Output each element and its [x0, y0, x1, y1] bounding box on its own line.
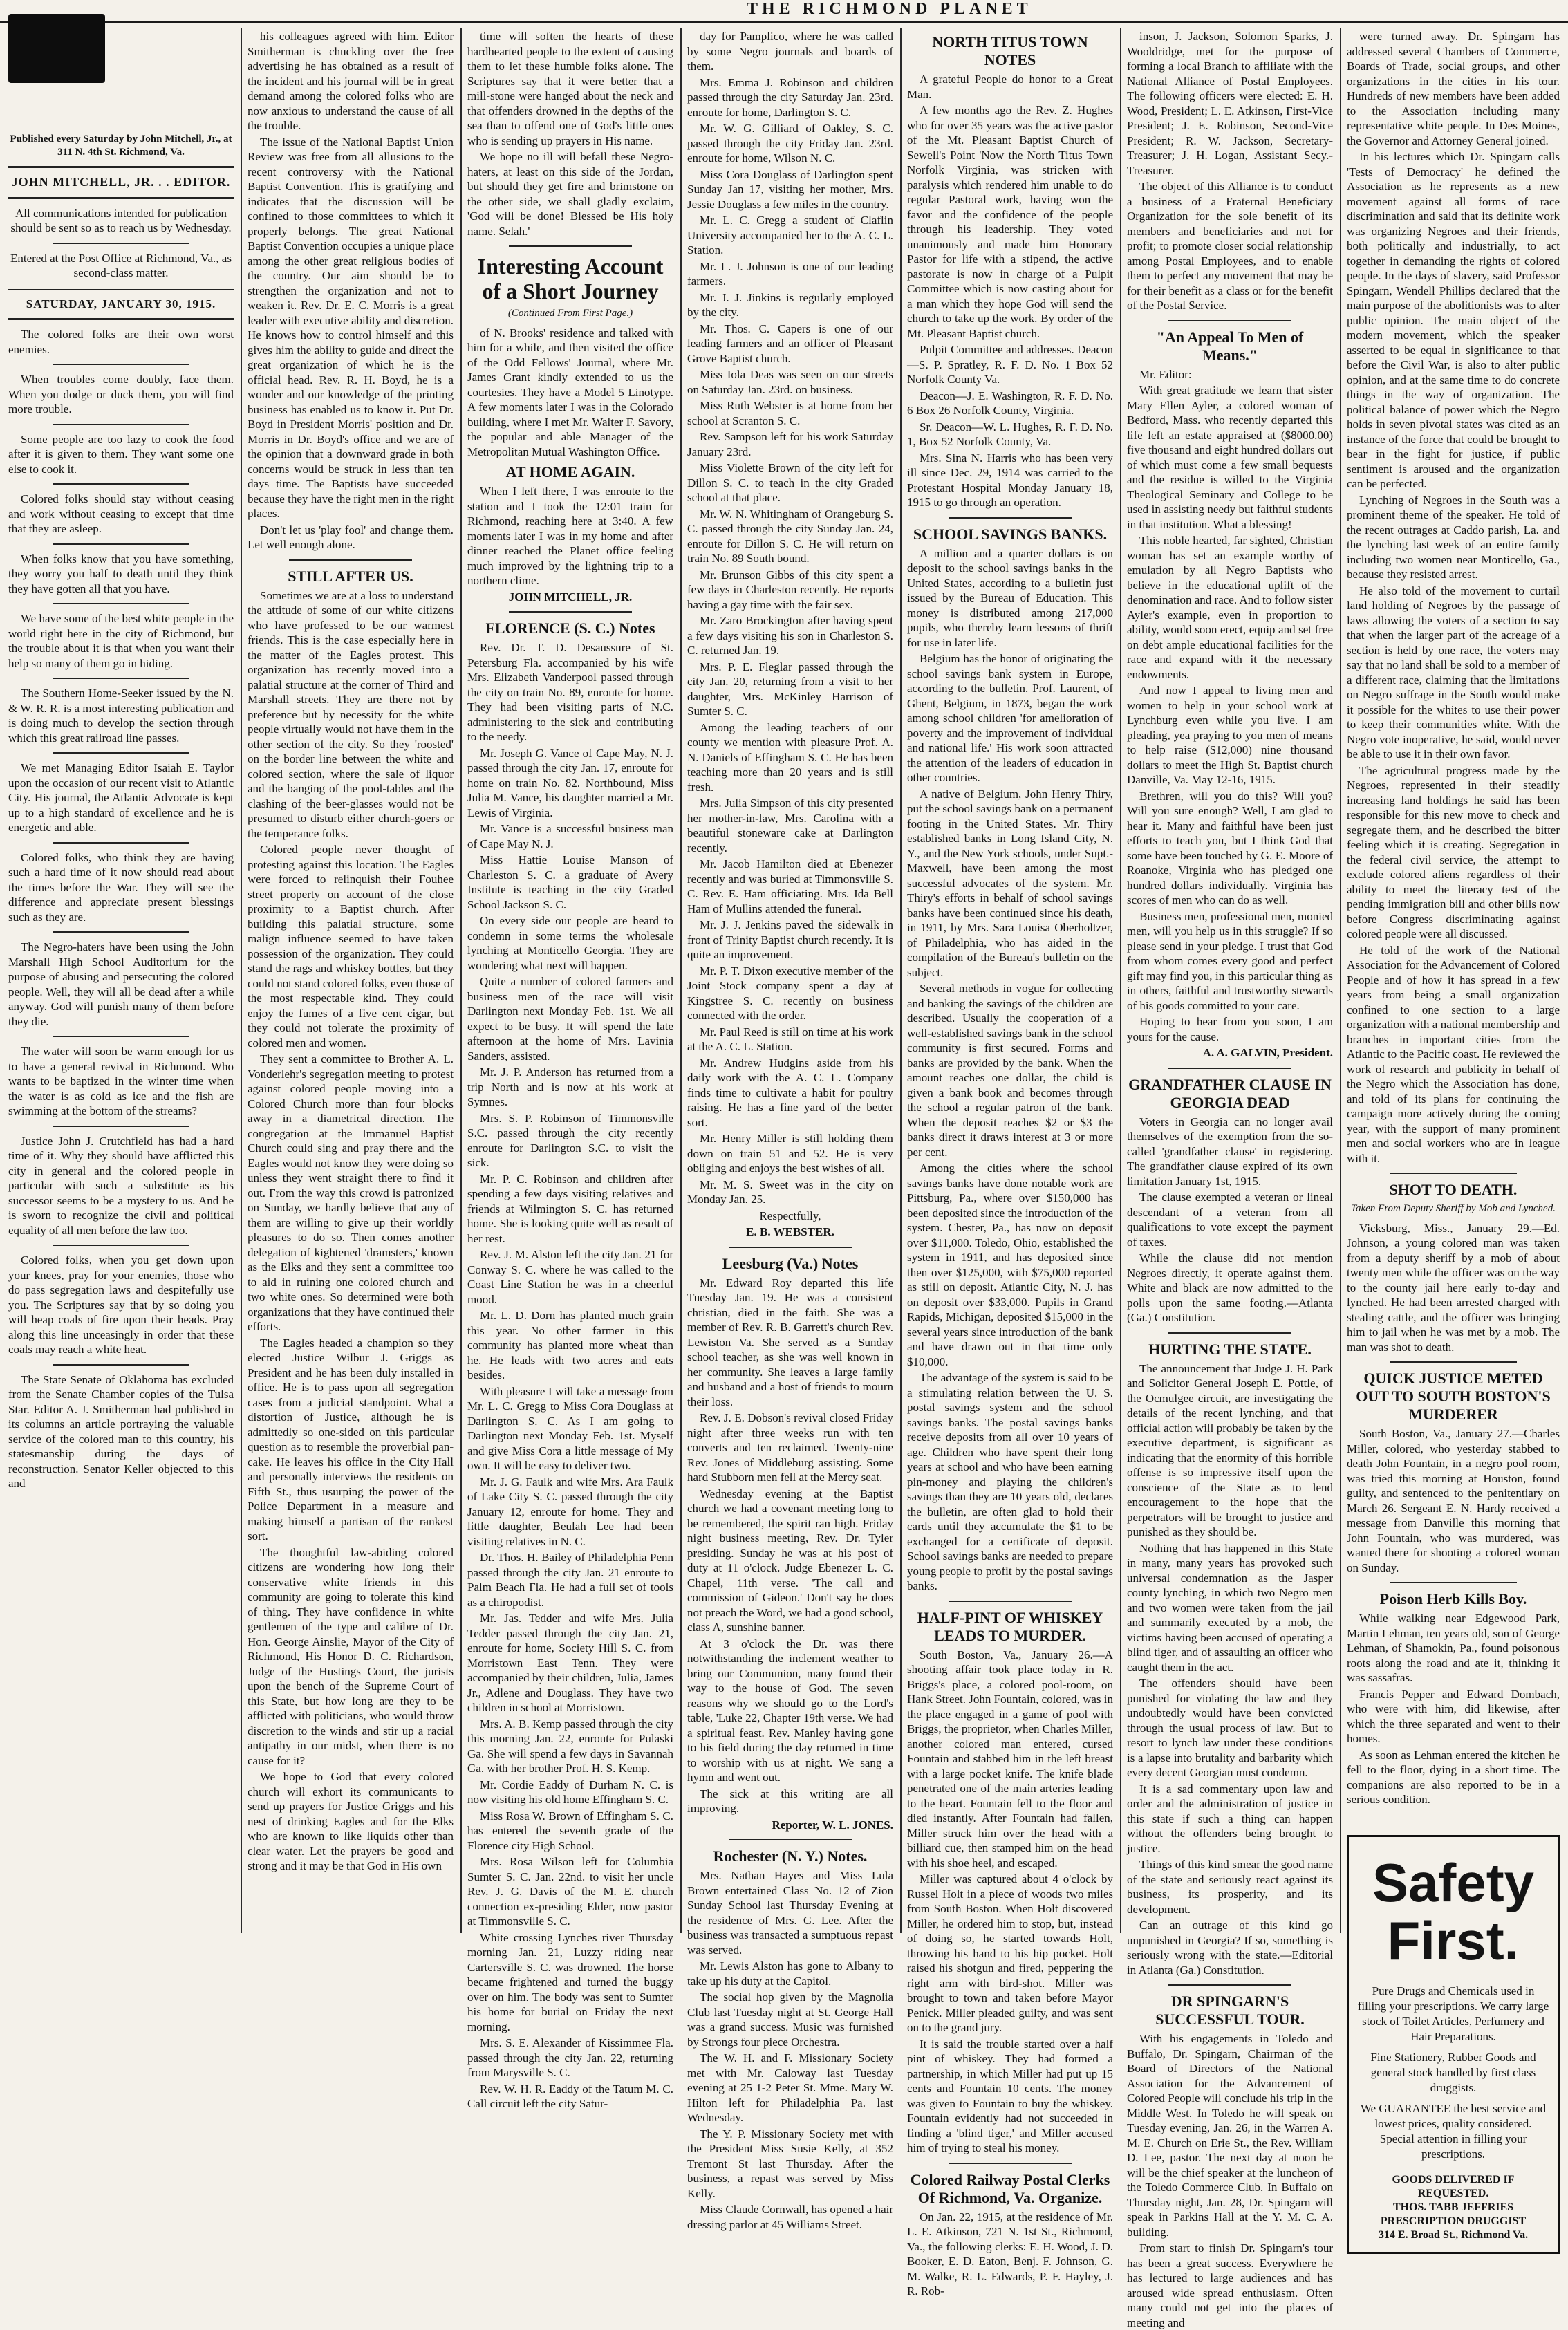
column-rule [1340, 28, 1341, 1933]
paragraph: Rev. J. M. Alston left the city Jan. 21 for Conway S. C. where he was called to the Coast Line Station he was in a cheerful mood. [467, 1248, 673, 1306]
paragraph: Francis Pepper and Edward Dombach, who were with him, did likewise, after which the three separated and went to their homes. [1347, 1687, 1560, 1745]
paragraph: A native of Belgium, John Henry Thiry, put the school savings bank on a permanent footing in the United States. Mr. Thiry established banks in Long Island City, N. Y., and the New York schools, under Supt.-Maxwell, have been among the most successful advocates of the system. Mr. Thiry's efforts in behalf of school savings banks have been continued since his death, in 1911, by Mrs. Sara Louisa Oberholtzer, of Philadelphia, who has aided in the compilation of the Bureau's bulletin on the subject. [907, 787, 1113, 979]
signature: JOHN MITCHELL, JR. [508, 590, 633, 604]
paragraph: He told of the work of the National Association for the Advancement of Colored People and of how it has spread in a few years from being a small organization confined to one section to a large organization with a national membership and branches in important cities from the Atlantic to the Pacific coast. He reviewed the work of research and publicity in behalf of the Negro which the Association has done, and told of its plans for continuing the campaign more actively during the coming year, with the support of many prominent men and social workers who are in league with it. [1347, 943, 1560, 1165]
article-body [687, 1276, 893, 1816]
paragraph: Lynching of Negroes in the South was a prominent theme of the speaker. He told of the recent outrages at Caddo parish, La. and the lynching last week of an entire family including two women near Monticello, Ga., because they resisted arrest. [1347, 493, 1560, 581]
column-rule [241, 28, 242, 1933]
paragraph: When troubles come doubly, face them. When you dodge or duck them, you will find more trouble. [8, 373, 234, 416]
column-4 [687, 29, 893, 2231]
paragraph: Some people are too lazy to cook the food after it is given to them. They want some one else to cook it. [8, 432, 234, 476]
paragraph: Mr. Thos. C. Capers is one of our leading farmers and an officer of Pleasant Grove Baptist church. [687, 321, 893, 365]
divider [53, 543, 189, 545]
divider [1390, 1361, 1518, 1363]
divider [1168, 1984, 1292, 1986]
paragraph: A grateful People do honor to a Great Man. [907, 73, 1113, 101]
paragraph: Mr. Andrew Hudgins aside from his daily work with the A. C. L. Company finds time to cultivate a habit for poultry raising. He has a fine yard of the better sort. [687, 1056, 893, 1129]
divider [53, 603, 189, 604]
paragraph: The colored folks are their own worst enemies. [8, 328, 234, 356]
article-heading: SCHOOL SAVINGS BANKS. [913, 525, 1108, 543]
divider [53, 842, 189, 844]
paragraph: of N. Brooks' residence and talked with him for a while, and then visited the office of the Odd Fellows' Journal, where Mr. James Grant kindly extended to us the courtesies. They have a Model 5 Linotype. A few moments later I was in the Colorado building, where I met Mr. Walter F. Savory, the popular and able Manager of the Metropolitan Mutual Washington Office. [467, 326, 673, 458]
article-body [1127, 29, 1333, 313]
paragraph: Miss Ruth Webster is at home from her school at Scranton S. C. [687, 399, 893, 427]
divider [53, 1036, 189, 1037]
paragraph: time will soften the hearts of these hardhearted people to the extent of causing them to let these humble folks alone. The Scriptures say that it were better that a mill-stone were hanged about the neck and that offenders drowned in the depths of the sea than to offend one of God's little ones who is sending up prayers in His name. [467, 30, 673, 147]
paragraph: Quite a number of colored farmers and business men of the race will visit Darlington next Monday Feb. 1st. We all expect to be busy. It will spend the late afternoon at the home of Mrs. Lavinia Sanders, assisted. [467, 975, 673, 1063]
column-2 [248, 29, 454, 1935]
paragraph: Miss Rosa W. Brown of Effingham S. C. has entered the seventh grade of the Florence city High School. [467, 1809, 673, 1852]
paragraph: With pleasure I will take a message from Mr. L. C. Gregg to Miss Cora Douglass at Darlington S. C. As I am going to Darlington next Monday Feb. 1st. Myself and give Miss Cora a little message of My own. It will be easy to deliver two. [467, 1384, 673, 1472]
paragraph: The issue of the National Baptist Union Review was free from all allusions to the recent controversy with the National Baptist Convention. This is gratifying and indicates that the discussion will be confined to those committees to which it properly belongs. The great National Baptist Convention occupies a unique place among the other great religious bodies of the country. Our aim should be to strengthen the organization and not to weaken it. Rev. Dr. E. C. Morris is a great leader with executive ability and discretion. He knows how to control himself and this gives him the ability to guide and direct the great organization of which he is the official head. Rev. R. H. Boyd, he is a wonder and our knowledge of the printing business has enabled us to know it. Put Dr. Boyd in President Morris' position and Dr. Morris in Dr. Boyd's office and we are of the opinion that a downward grade in both concerns would be struck in less than ten days time. The Baptists have succeeded because they have the right men in the right places. [248, 135, 454, 520]
article-subheading: Taken From Deputy Sheriff by Mob and Lynched. [1351, 1203, 1556, 1214]
paragraph: Mr. J. G. Faulk and wife Mrs. Ara Faulk of Lake City S. C. passed through the city January 12, enroute for home. They and little daughter, Beulah Lee had been visiting relatives in N. C. [467, 1475, 673, 1548]
divider [1168, 1068, 1292, 1069]
column-1 [8, 29, 234, 1935]
article-body [1347, 1611, 1560, 1807]
divider [53, 752, 189, 754]
paragraph: The clause exempted a veteran or lineal descendant of a veteran from all qualifications to vote except the payment of taxes. [1127, 1191, 1333, 1249]
signature: Respectfully, [759, 1209, 821, 1222]
paragraph: Sr. Deacon—W. L. Hughes, R. F. D. No. 1, Box 52 Norfolk County, Va. [907, 420, 1113, 448]
article-heading: Colored Railway Postal Clerks Of Richmond, Va. Organize. [910, 2170, 1110, 2206]
paragraph: inson, J. Jackson, Solomon Sparks, J. Wooldridge, met for the purpose of forming a local Branch to affiliate with the National Alliance of Postal Employees. The following officers were elected: E. H. Wood, President; L. E. Atkinson, First-Vice President; J. E. Robinson, Second-Vice President; R. W. Jackson, Secretary-Treasurer; J. H. Logan, Assistant Secy.-Treasurer. [1127, 30, 1333, 177]
paragraph: The Eagles headed a champion so they elected Justice Wilbur J. Griggs as President and he has been duly installed in office. He is to pass upon all segregation cases from a judicial standpoint. What a distortion of Justice, although he is admittedly so one-sided on this particular question as to resemble the proverbial pan-cake. He leaves his office in the City Hall and personally interviews the residents on Fifth St., thus usurping the power of the Police Department in a measure and making himself a partisan of the rankest sort. [248, 1336, 454, 1543]
masthead [0, 0, 1568, 23]
paragraph: were turned away. Dr. Spingarn has addressed several Chambers of Commerce, Boards of Trade, social groups, and other organizations in the cities in his tour. Hundreds of new members have been added to the Association including many representative white people. In Des Moines, the Governor and Attorney General joined. [1347, 30, 1560, 147]
ad-address: 314 E. Broad St., Richmond Va. [1378, 2228, 1529, 2241]
paragraph: Mr. Zaro Brockington after having spent a few days visiting his son in Charleston S. C. returned Jan. 19. [687, 614, 893, 657]
paragraph: Mr. W. N. Whitingham of Orangeburg S. C. passed through the city Sunday Jan. 24, enroute for Dillon S. C. He will return on train No. 89 South bound. [687, 507, 893, 565]
editor-line: JOHN MITCHELL, JR. . . EDITOR. [11, 175, 231, 189]
paragraph: The advantage of the system is said to be a stimulating relation between the U. S. postal savings system and the school savings banks. The postal savings banks receive deposits from all over 10 years of age. Children who have spent their long years at school and who have been earning pin-money and playing the children's savings than they are 10 years old, declares the bulletin, are often glad to hold their cards until they accumulate the $1 to be exchanged for a certificate of deposit. School savings banks are needed to prepare young people to profit by the postal savings banks. [907, 1371, 1113, 1592]
paragraph: Brethren, will you do this? Will you? Will you sure enough? Well, I am glad to hear it. Many and faithful have been just efforts to teach you, but I think God that some have been touched by G. E. Moore of Roanoke, Virginia who has pledged one hundred dollars individually. Virginia has scores of men who can do as well. [1127, 789, 1333, 906]
article-heading: HALF-PINT OF WHISKEY LEADS TO MURDER. [917, 1608, 1103, 1644]
paragraph: As soon as Lehman entered the kitchen he fell to the floor, dying in a short time. The companions are also reported to be in a serious condition. [1347, 1748, 1560, 1806]
paragraph: Mrs. S. E. Alexander of Kissimmee Fla. passed through the city Jan. 22, returning from Marysville S. C. [467, 2036, 673, 2079]
paragraph: In his lectures which Dr. Spingarn calls 'Tests of Democracy' he defined the Association as he represents as a new movement against all forms of race discrimination and said that its definite work was organizing Negroes and their friends, both politically and industrially, to act together in demanding the rights of colored people. In the days of slavery, said Professor Spingarn, Wendell Phillips declared that the main purpose of the abolitionists was to alter public opinion. The main object of the modern movement, which the speaker asserted to be equal in significance to that before the Civil War, is also to alter public opinion, and at the same time to do concrete things in the way of organization. The political balance of power which the Negro holds in seven pivotal states was cited as an instance of the force that could be brought to bear in the fight for justice, if public sentiment is aroused and the organization can be perfected. [1347, 150, 1560, 490]
divider [949, 517, 1072, 519]
column-3 [467, 29, 673, 2110]
divider [509, 245, 633, 247]
paragraph: Mrs. Nathan Hayes and Miss Lula Brown entertained Class No. 12 of Zion Sunday School last Thursday Evening at the residence of Mrs. G. Lee. After the business was transacted a sumptuous repast was served. [687, 1869, 893, 1957]
divider [289, 559, 413, 561]
paragraph: Colored folks, who think they are having such a hard time of it now should read about the times before the War. They will see the difference and appreciate present blessings such as they are. [8, 850, 234, 924]
article-body [687, 1868, 893, 2232]
paragraph: Miss Violette Brown of the city left for Dillon S. C. to teach in the city Graded school at that place. [687, 461, 893, 504]
paragraph: Can an outrage of this kind go unpunished in Georgia? If so, something is seriously wrong with the state.—Editorial in Atlanta (Ga.) Constitution. [1127, 1919, 1333, 1977]
divider [53, 1245, 189, 1246]
paragraph: Miss Claude Cornwall, has opened a hair dressing parlor at 45 Williams Street. [687, 2203, 893, 2231]
paragraph: Fine Stationery, Rubber Goods and general stock handled by first class druggists. [1370, 2050, 1536, 2094]
paragraph: Mrs. A. B. Kemp passed through the city this morning Jan. 22, enroute for Pulaski Ga. She will spend a few days in Savannah Ga. with her brother Prof. H. S. Kemp. [467, 1717, 673, 1775]
paragraph: The State Senate of Oklahoma has excluded from the Senate Chamber copies of the Tulsa Star. Editor A. J. Smitherman had published in its columns an article portraying the valuable service of the colored man to this country, his statesmanship during the days of reconstruction. Senator Keller objected to this and [8, 1372, 234, 1490]
article-body [1127, 367, 1333, 1045]
divider [53, 678, 189, 679]
paragraph: Mr. Paul Reed is still on time at his work at the A. C. L. Station. [687, 1025, 893, 1053]
divider [1168, 1332, 1292, 1334]
divider [53, 243, 189, 244]
ad-proprietor: THOS. TABB JEFFRIES [1392, 2201, 1514, 2213]
ad-title-line: First. [1387, 1910, 1520, 1971]
paragraph: Mrs. Julia Simpson of this city presented her mother-in-law, Mrs. Carolina with a beautiful stoneware cake at Darlington recently. [687, 796, 893, 855]
paragraph: When folks know that you have something, they worry you half to death until they think they have gotten all that you have. [8, 552, 234, 595]
signature: Reporter, W. L. JONES. [772, 1818, 893, 1832]
divider [53, 424, 189, 425]
paragraph: Don't let us 'play fool' and change them. Let well enough alone. [248, 523, 454, 551]
divider [509, 611, 633, 613]
paragraph: Among the cities where the school savings banks have done notable work are Pittsburg, Pa., where over $150,000 has been deposited since the introduction of the system. Chester, Pa., has now on deposit over $11,000. Toledo, Ohio, established the system in 1911, and has deposited since then over $125,000, with $75,000 reported as still on deposit. Atlantic City, N. J. has on deposit over $33,000. Pupils in Grand Rapids, Michigan, deposited $15,000 in the several years since introduction of the bank and have drawn out in that time only $10,000. [907, 1162, 1113, 1368]
paragraph: While walking near Edgewood Park, Martin Lehman, ten years old, son of George Lehman, of Shamokin, Pa., found poisonous roots along the road and ate it, thinking it was sassafras. [1347, 1612, 1560, 1684]
divider [1390, 1582, 1518, 1583]
article-heading: Rochester (N. Y.) Notes. [713, 1847, 868, 1865]
paragraph: Mr. Vance is a successful business man of Cape May N. J. [467, 822, 673, 850]
article-body [687, 29, 893, 1207]
paragraph: Mr. Brunson Gibbs of this city spent a few days in Charleston recently. He reports having a gay time with the fair sex. [687, 568, 893, 611]
paragraph: While the clause did not mention Negroes directly, it operate against them. White and black are now admitted to the polls upon the same footing.—Atlanta (Ga.) Constitution. [1127, 1251, 1333, 1324]
article-heading: STILL AFTER US. [288, 567, 413, 585]
article-body [1347, 1426, 1560, 1575]
editorial-paragraphs [248, 29, 454, 552]
paragraph: The object of this Alliance is to conduct a business of a Fraternal Beneficiary Organization for the sole benefit of its members and beneficiaries and not for profit; to promote closer social relationship among Postal Employees, and to enable them to perfect any movement that may be for their benefit as a class or for the benefit of the Postal Service. [1127, 180, 1333, 312]
paragraph: Mr. L. D. Dorn has planted much grain this year. No other farmer in this community has planted more wheat than he. He leads with two acres and eats besides. [467, 1309, 673, 1381]
paragraph: Sometimes we are at a loss to understand the attitude of some of our white citizens who have professed to be our warmest friends. This is the case especially here in the matter of the Eagles protest. This organization has recently moved into a palatial structure at the corner of Third and Marshall streets. They are there not by preference but by necessity for the white people virtually would not have them in the other section of the city. So they 'roosted' on the border line between the white and colored section, where the sale of liquor and the banging of the pool-tables and the clashing of the beer-glasses would not be presumed to disturb either church-goers or the temperance folks. [248, 588, 454, 840]
paragraph: The Negro-haters have been using the John Marshall High School Auditorium for the purpose of abusing and persecuting the colored people. Well, they will all be dead after a while anyway. God will punish many of them before they die. [8, 940, 234, 1028]
paragraph: With his engagements in Toledo and Buffalo, Dr. Spingarn, Chairman of the Board of Directors of the National Association for the Advancement of Colored People will conclude his trip in the Middle West. In Toledo he will speak on Tuesday evening, Jan. 26, in the Warren A. M. E. Church on Erie St., the Rev. William D. Lee, pastor. The next day at noon he will be the chief speaker at the luncheon of the Toledo Commerce Club. In Buffalo on Thursday night, Jan. 28, Dr. Spingarn will speak in Parkins Hall at the Y. M. C. A. building. [1127, 2032, 1333, 2239]
paragraph: Mr. Edward Roy departed this life Tuesday Jan. 19. He was a consistent christian, died in the faith. She was a member of Rev. R. B. Garrett's church Rev. Lewiston Va. She served as a Sunday school teacher, as she was well known in her community. She leaves a large family and husband and a host of friends to mourn their loss. [687, 1276, 893, 1408]
paragraph: A million and a quarter dollars is on deposit to the school savings banks in the United States, according to a bulletin just issued by the Bureau of Education. This money is distributed among 217,000 pupils, who thereby learn lessons of thrift for use in later life. [907, 546, 1113, 649]
ad-body [1357, 1984, 1549, 2162]
paragraph: Mrs. Rosa Wilson left for Columbia Sumter S. C. Jan. 22nd. to visit her uncle Rev. J. G. Davis of the M. E. church connection ex-presiding Elder, now pastor at Timmonsville S. C. [467, 1855, 673, 1928]
paragraph: Miss Cora Douglass of Darlington spent Sunday Jan 17, visiting her mother, Mrs. Jessie Douglass a few miles in the country. [687, 167, 893, 211]
article-heading: NORTH TITUS TOWN NOTES [932, 33, 1088, 68]
article-body [907, 72, 1113, 510]
article-body [467, 640, 673, 2112]
paragraph: Miss Hattie Louise Manson of Charleston S. C. a graduate of Avery Institute is teaching in the city Graded School Jackson S. C. [467, 853, 673, 911]
paragraph: The agricultural progress made by the Negroes, represented in their steadily increasing land holdings he said has been responsible for this new move to check and segregate them, and he described the bitter feeling which it is creating. Segregation in the federal civil service, the attempt to exclude colored aliens regardless of their ability to meet the literacy test of the pending immigration bill and other bills now before Congress discriminating against colored people were all discussed. [1347, 763, 1560, 940]
paragraph: White crossing Lynches river Thursday morning Jan. 21, Luzzy riding near Cartersville S. C. was drowned. The horse became frightened and turned the buggy over on him. The body was sent to Sumter his home for burial on Friday the next morning. [467, 1930, 673, 2033]
article-heading: Leesburg (Va.) Notes [722, 1254, 859, 1272]
editorial-paragraphs [8, 327, 234, 1491]
paragraph: South Boston, Va., January 27.—Charles Miller, colored, who yesterday stabbed to death John Fountain, in a negro pool room, was tried this morning at Houston, found guilty, and sentenced to the penitentiary on March 26. Sergeant E. N. Hardy received a message from Danville this morning that John Fountain, who was murdered, was wanted there for shooting a colored woman on Sunday. [1347, 1427, 1560, 1574]
divider [53, 364, 189, 365]
paragraph: Mr. P. T. Dixon executive member of the Joint Stock company spent a day at Kingstree S. C. recently on business connected with the order. [687, 964, 893, 1022]
article-heading: HURTING THE STATE. [1148, 1340, 1312, 1358]
article-body [1127, 1361, 1333, 1978]
article-heading: Poison Herb Kills Boy. [1379, 1590, 1527, 1607]
divider [1390, 1173, 1518, 1174]
paragraph: Mr. J. J. Jenkins paved the sidewalk in front of Trinity Baptist church recently. It is quite an improvement. [687, 918, 893, 961]
entry-notice: Entered at the Post Office at Richmond, Va., as second-class matter. [10, 251, 232, 279]
article-body [248, 588, 454, 1874]
divider [729, 1247, 852, 1248]
paragraph: We hope no ill will befall these Negro-haters, at least on this side of the Jordan, but should they get fire and brimstone on the other side, we shall gladly exclaim, 'God will be done! Blessed be His holy name. Selah.' [467, 150, 673, 238]
paragraph: Pure Drugs and Chemicals used in filling your prescriptions. We carry large stock of Toilet Articles, Perfumery and Hair Preparations. [1357, 1984, 1549, 2043]
divider [1168, 320, 1292, 321]
paragraph: Mrs. P. E. Fleglar passed through the city Jan. 20, returning from a visit to her daughter, Mrs. McKinley Harrison of Sumter S. C. [687, 660, 893, 718]
ad-title-line: Safety [1372, 1852, 1535, 1913]
communications-notice: All communications intended for publication should be sent so as to reach us by Wednesday. [10, 206, 232, 234]
divider [53, 1364, 189, 1366]
column-5 [907, 29, 1113, 2298]
paragraph: We have some of the best white people in the world right here in the city of Richmond, but the trouble about it is that when you want their help so many of them go in hiding. [8, 612, 234, 670]
signature: A. A. GALVIN, President. [1202, 1046, 1333, 1059]
article-body [1127, 2031, 1333, 2330]
paragraph: The Y. P. Missionary Society met with the President Miss Susie Kelly, at 352 Tremont St last Thursday. After the business, a repast was served by Miss Kelly. [687, 2127, 893, 2200]
column-6 [1127, 29, 1333, 2329]
article-heading: "An Appeal To Men of Means." [1156, 328, 1304, 364]
divider [949, 2163, 1072, 2164]
divider [53, 1126, 189, 1127]
paragraph: Mr. Lewis Alston has gone to Albany to take up his duty at the Capitol. [687, 1959, 893, 1988]
paragraph: We hope to God that every colored church will exhort its communicants to send up prayers for Justice Griggs and his nest of drinking Eagles and for the Elks who are known to like liquids other than clear water. Let the prayers be good and strong and it may be that God in His own [248, 1770, 454, 1872]
paragraph: Mr. Joseph G. Vance of Cape May, N. J. passed through the city Jan. 17, enroute for home on train No. 82. Northbound, Miss Julia M. Vance, his daughter married a Mr. Lewis of Virginia. [467, 746, 673, 819]
paragraph: And now I appeal to living men and women to help in your school work at Lynchburg even while you live. I am pleading, yea praying to you men of means to help raise ($12,000) nine thousand dollars to meet the High St. Baptist church Danville, Va. May 12-16, 1915. [1127, 684, 1333, 786]
article-body [907, 546, 1113, 1594]
paragraph: Mr. J. J. Jinkins is regularly employed by the city. [687, 290, 893, 319]
paragraph: At 3 o'clock the Dr. was there notwithstanding the inclement weather to bring our Communion, many found their way to the house of God. The seven reasons why we should go to the Lord's table, 'Luke 22, Chapter 19th verse. We had a spiritual feast. Rev. Manley having gone to his field during the day returned in time to worship with us at night. We sang a hymn and went out. [687, 1637, 893, 1784]
paragraph: The W. H. and F. Missionary Society met with Mr. Caloway last Tuesday evening at 25 1-2 Peter St. Mme. Mary W. Hilton left for Philadelphia Pa. last Wednesday. [687, 2051, 893, 2124]
paragraph: Vicksburg, Miss., January 29.—Ed. Johnson, a young colored man was taken from a deputy sheriff by a mob of about twenty men while the officer was on the way to the county jail here early to-day and lynched. He had been arrested charged with stealing cattle, and the officer was bringing him to jail when he was met by a mob. The man was shot to death. [1347, 1221, 1560, 1354]
paragraph: On every side our people are heard to condemn in some terms the wholesale lynching at Monticello Georgia. They are wondering what next will happen. [467, 914, 673, 972]
ad-footer [1357, 2173, 1549, 2242]
paragraph: Mr. M. S. Sweet was in the city on Monday Jan. 25. [687, 1177, 893, 1206]
divider [729, 1839, 852, 1840]
divider [8, 288, 234, 290]
paragraph: Several methods in vogue for collecting and banking the savings of the children are described. Usually the cooperation of a well-established savings bank in the school community is first secured. Forms and banks are provided by the bank. When the amount reaches one dollar, the child is given a bank book and becomes through the school a regular patron of the bank. When the deposit reaches $2 or $3 the banks direct it draws interest at 3 or more per cent. [907, 982, 1113, 1159]
paragraph: The offenders should have been punished for violating the law and they undoubtedly would have been convicted through the usual process of law. But to resort to lynch law under these conditions is a lapse into brutality and barbarity which every decent Georgian must condemn. [1127, 1677, 1333, 1779]
article-heading: QUICK JUSTICE METED OUT TO SOUTH BOSTON'S MURDERER [1356, 1370, 1551, 1423]
publisher-statement: Published every Saturday by John Mitchell, Jr., at 311 N. 4th St. Richmond, Va. [10, 133, 232, 158]
divider [53, 483, 189, 485]
signature: E. B. WEBSTER. [746, 1225, 834, 1238]
paragraph: Mr. L. C. Gregg a student of Claflin University accompanied her to the A. C. L. Station. [687, 214, 893, 257]
article-body [1347, 29, 1560, 1166]
column-rule [900, 28, 902, 1933]
article-heading: DR SPINGARN'S SUCCESSFUL TOUR. [1155, 1993, 1305, 2028]
ad-delivery: GOODS DELIVERED IF REQUESTED. [1392, 2173, 1515, 2199]
divider [949, 1601, 1072, 1602]
paragraph: Mr. W. G. Gilliard of Oakley, S. C. passed through the city Friday Jan. 23rd. enroute for home, Wilson N. C. [687, 122, 893, 165]
column-rule [460, 28, 462, 1933]
paragraph: Miller was captured about 4 o'clock by Russel Holt in a piece of woods two miles from South Boston. When Holt discovered Miller, he ordered him to stop, but, instead of doing so, he started towards Holt, throwing his hand to his hip pocket. Holt raised his shotgun and fired, peppering the right arm with bird-shot. Miller was brought to town and taken before Mayor Penick. Miller pleaded guilty, and was sent on to the grand jury. [907, 1872, 1113, 2034]
paragraph: Rev. Dr. T. D. Desaussure of St. Petersburg Fla. accompanied by his wife Mrs. Elizabeth Vanderpool passed through the city on train No. 89, enroute for home. They had been visiting parts of N.C. administering to the sick and contributing to the needy. [467, 641, 673, 743]
paragraph: Dr. Thos. H. Bailey of Philadelphia Penn passed through the city Jan. 21 enroute to Palm Beach Fla. He had a full set of tools as a chiropodist. [467, 1551, 673, 1609]
article-body [467, 29, 673, 239]
paragraph: He also told of the movement to curtail land holding of Negroes by the passage of laws allowing the voters of a section to say that when the larger part of the acreage of a section is held by one race, the voters may say that no land shall be sold to a member of a different race, claiming that the limitations on Negro suffrage in the South would make it possible for the whites to use their power to keep their communities white. With the Negro vote inoperative, he said, would never be able to use it in their own favor. [1347, 584, 1560, 761]
paragraph: Mr. Editor: [1139, 367, 1192, 381]
paragraph: Colored folks, when you get down upon your knees, pray for your enemies, those who do pass segregation laws and despitefully use you. The Scriptures say that by so doing you will heap coals of fire upon their heads. Pray along this line unceasingly in order that these coals may reach a white heat. [8, 1253, 234, 1356]
paragraph: Mr. Henry Miller is still holding them down on train 51 and 52. He is very obliging and enjoys the best wishes of all. [687, 1132, 893, 1175]
paragraph: The sick at this writing are all improving. [687, 1787, 893, 1815]
article-body [907, 1648, 1113, 2156]
divider [8, 318, 234, 320]
paragraph: Deacon—J. E. Washington, R. F. D. No. 6 Box 26 Norfolk County, Virginia. [907, 389, 1113, 417]
paragraph: We GUARANTEE the best service and lowest prices, quality considered. Special attention in filling your prescriptions. [1360, 2101, 1547, 2161]
paragraph: Among the leading teachers of our county we mention with pleasure Prof. A. N. Daniels of Effingham S. C. He has been teaching more than 20 years and is still fresh. [687, 720, 893, 794]
paragraph: The Southern Home-Seeker issued by the N. & W. R. R. is a most interesting publication and is doing much to develop the section through which this great railroad line passes. [8, 687, 234, 745]
article-body [907, 2210, 1113, 2299]
paragraph: The water will soon be warm enough for us to have a general revival in Richmond. Who wants to be baptized in the winter time when the water is as cold as ice and the fish are swimming at the bottom of the streams? [8, 1045, 234, 1117]
ad-title [1357, 1854, 1549, 1970]
paragraph: Colored people never thought of protesting against this location. The Eagles were forced to relinquish their Fouhee street property on account of the close proximity to a Baptist church. After building this palatial structure, some malign influence seemed to have taken possession of the organization. They could stand the rags and whiskey bottles, but they could not stand colored folks, even those of the most respectable kind. They could enjoy the fumes of a five cent cigar, but they could not tolerate the proximity of colored men and women. [248, 843, 454, 1050]
paragraph: Things of this kind smear the good name of the state and seriously react against its business, its prosperity, and its development. [1127, 1858, 1333, 1916]
article-body [1347, 1221, 1560, 1355]
paragraph: Belgium has the honor of originating the school savings bank system in Europe, according to the bulletin. Prof. Laurent, of Ghent, Belgium, in 1873, began the work among school children 'for amelioration of poverty and the improvement of individual and national life.' His work soon attracted the attention of the leaders of education in other countries. [907, 652, 1113, 784]
issue-date: SATURDAY, JANUARY 30, 1915. [26, 297, 216, 310]
paragraph: Mr. L. J. Johnson is one of our leading farmers. [687, 259, 893, 288]
paragraph: Mrs. S. P. Robinson of Timmonsville S.C. passed through the city recently enroute for Darlington S.C. to visit the sick. [467, 1111, 673, 1169]
column-rule [1120, 28, 1121, 1933]
paragraph: The social hop given by the Magnolia Club last Tuesday night at St. George Hall was a grand success. Music was furnished by Strongs four piece Orchestra. [687, 1991, 893, 2049]
drugstore-advertisement [1347, 1835, 1560, 2254]
paragraph: From start to finish Dr. Spingarn's tour has been a great success. Everywhere he has lectured to large audiences and has aroused wide spread enthusiasm. Often many could not get into the places of meeting and [1127, 2242, 1333, 2329]
article-heading: AT HOME AGAIN. [505, 463, 635, 481]
paragraph: This noble hearted, far sighted, Christian woman has set an example worthy of emulation by all Negro Baptists who believe in the educational uplift of the denomination and race. And to follow sister Ayler's example, even in proportion to ability, would soon erect, equip and set free on debt ample educational facilities for the race and expand with it the necessary endowments. [1127, 534, 1333, 681]
paragraph: Business men, professional men, monied men, will you help us in this struggle? If so please send in your pledge. I trust that God from whom comes every good and perfect gift may find you, in this particular thing as in others, faithful and trustworthy stewards of his goods committed to your care. [1127, 909, 1333, 1012]
paragraph: Mr. Cordie Eaddy of Durham N. C. is now visiting his old home Effingham S. C. [467, 1778, 673, 1806]
paragraph: Mrs. Emma J. Robinson and children passed through the city Saturday Jan. 23rd. enroute for home, Darlington S. C. [687, 75, 893, 119]
column-rule [680, 28, 682, 1933]
masthead-title: THE RICHMOND PLANET [747, 0, 1032, 18]
paragraph: Mr. P. C. Robinson and children after spending a few days visiting relatives and friends at Wilmington S. C. has returned home. She is looking quite well as result of her rest. [467, 1172, 673, 1245]
divider [8, 197, 234, 199]
paragraph: Mr. Jacob Hamilton died at Ebenezer recently and was buried at Timmonsville S. C. Rev. E. Ham officiating. Mrs. Ida Bell Ham of Mullins attended the funeral. [687, 857, 893, 915]
paragraph: Pulpit Committee and addresses. Deacon—S. P. Spratley, R. F. D. No. 1 Box 52 Norfolk County Va. [907, 343, 1113, 386]
paragraph: Rev. J. E. Dobson's revival closed Friday night after three weeks run with ten converts and ten reclaimed. Twenty-nine Rev. Jones of Middleburg assisting. Some hard Stubborn men fell at the Mercy seat. [687, 1411, 893, 1484]
article-body [467, 484, 673, 588]
paragraph: Mr. Jas. Tedder and wife Mrs. Julia Tedder passed through the city Jan. 21, enroute for home, Society Hill S. C. from Morristown East Tenn. They were accompanied by their children, Julia, James Jr., Adlene and Douglass. They have two children in school at Morristown. [467, 1612, 673, 1714]
paragraph: Colored folks should stay without ceasing and work without ceasing to except that time that they are asleep. [8, 492, 234, 535]
paragraph: The announcement that Judge J. H. Park and Solicitor General Joseph E. Pottle, of the Ocmulgee circuit, are investigating the details of the recent lynching, and that official action will probably be taken by the executive department, is significant as indicating that the enormity of this horrible offense is so impressive itself upon the conscience of the State as to lend encouragement to the hope that the perpetrators will be brought to justice and punished as they should be. [1127, 1361, 1333, 1538]
paragraph: It is a sad commentary upon law and order and the administration of justice in this state if such a thing can happen without the offenders being brought to justice. [1127, 1782, 1333, 1855]
article-heading: Interesting Account of a Short Journey [477, 254, 664, 304]
article-body [467, 326, 673, 460]
paragraph: day for Pamplico, where he was called by some Negro journals and boards of them. [687, 30, 893, 73]
paragraph: We met Managing Editor Isaiah E. Taylor upon the occasion of our recent visit to Atlantic City. His journal, the Atlantic Advocate is kept up to a high standard of excellence and he is energetic and able. [8, 761, 234, 834]
paragraph: Voters in Georgia can no longer avail themselves of the exemption from the so-called 'grandfather clause' in registering. The grandfather clause expired of its own limitation January 1st, 1915. [1127, 1115, 1333, 1188]
paragraph: Rev. Sampson left for his work Saturday January 23rd. [687, 430, 893, 458]
paragraph: They sent a committee to Brother A. L. Vonderlehr's segregation meeting to protest against colored people moving into a Colored Church more than four blocks away in a diametrical direction. The congregation at the Immanuel Baptist Church could sing and pray there and the Eagles would not know they were doing so unless they went straight there to find it out. From the way this crowd is patronized on Sunday, we hardly believe that any of them are willing to give up their worldly pleasures to do so. Then comes another delegation of kightened 'dramsters,' known as the Elks and they sent a committee too to aid in ruining one colored church and two white ones. So determined were both organizations that they have continued their efforts. [248, 1052, 454, 1333]
paragraph: Nothing that has happened in this State in many, many years has provoked such universal condemnation as the Jasper county lynching, in which two Negro men and two women were taken from the jail and summarily executed by a mob, the victims having been accused of operating a blind tiger, and of assaulting an officer who caught them in the act. [1127, 1541, 1333, 1674]
paragraph: Rev. W. H. R. Eaddy of the Tatum M. C. Call circuit left the city Satur- [467, 2082, 673, 2110]
paragraph: A few months ago the Rev. Z. Hughes who for over 35 years was the active pastor of the Mt. Pleasant Baptist Church of Sewell's Point 'Now the North Titus Town Norfolk Virginia, was stricken with paralysis which rendered him unable to do regular Pastoral work, having won the favor and the confidence of the people through his leadership. They voted unanimously and made him Honorary Pastor for life with a stipend, the active pastorate is now in charge of a Pulpit Committee which is now casting about for a man which they hope God will send the church to take up the work. By order of the Mt. Pleasant Baptist church. [907, 104, 1113, 340]
paragraph: Hoping to hear from you soon, I am yours for the cause. [1127, 1015, 1333, 1043]
paragraph: Miss Iola Deas was seen on our streets on Saturday Jan. 23rd. on business. [687, 368, 893, 396]
ad-role: PRESCRIPTION DRUGGIST [1380, 2215, 1527, 2227]
article-subheading: (Continued From First Page.) [507, 308, 633, 319]
article-heading: SHOT TO DEATH. [1389, 1181, 1518, 1198]
column-7 [1347, 29, 1560, 2241]
divider [8, 166, 234, 168]
paragraph: Wednesday evening at the Baptist church we had a covenant meeting long to be remembered, the spirit ran high. Friday night business meeting, Rev. Dr. Tyler presiding. Sunday he was at his post of duty at 11 o'clock. Judge Ebenezer L. C. Chapel, 11th verse. 'The call and commission of Gideon.' Don't say he does not preach the Word, we had a good school, class A, sunshine banner. [687, 1486, 893, 1634]
paragraph: Mrs. Sina N. Harris who has been very ill since Dec. 29, 1914 was carried to the Protestant Hospital Monday January 18, 1915 to go through an operation. [907, 451, 1113, 509]
paragraph: With great gratitude we learn that sister Mary Ellen Ayler, a colored woman of Bedford, Mass. who recently departed this life left an estate appraised at ($8000.00) five thousand and eight hundred dollars out of which must come a few small bequests and the residue is willed to the Virginia Theological Seminary and College to be used in assisting needy but faithful students in that institution. What a blessing! [1127, 384, 1333, 531]
paragraph: Mr. J. P. Anderson has returned from a trip North and is now at his work at Symnes. [467, 1065, 673, 1108]
paragraph: South Boston, Va., January 26.—A shooting affair took place today in R. Briggs's place, a colored pool-room, on Hank Street. John Fountain, colored, was in the place engaged in a game of pool with Briggs, the proprietor, when Charles Miller, another colored man entered, cursed Fountain and stabbed him in the left breast with a large pocket knife. The knife blade penetrated one of the main arteries leading to the heart. Fountain fell to the floor and died instantly. After Fountain had fallen, Miller struck him over the head with a billiard cue, then stamped him on the head with his shoe heel, and escaped. [907, 1648, 1113, 1870]
article-heading: GRANDFATHER CLAUSE IN GEORGIA DEAD [1128, 1075, 1332, 1111]
paragraph: It is said the trouble started over a half pint of whiskey. They had formed a partnership, in which Miller had put up 15 cents and Fountain 10 cents. The money was given to Fountain to buy the whiskey. Fountain evidently had not succeeded in finding a 'blind tiger,' and Miller accused him of trying to steal his money. [907, 2037, 1113, 2154]
article-heading: FLORENCE (S. C.) Notes [485, 619, 655, 637]
paragraph: The thoughtful law-abiding colored citizens are wondering how long their conservative white friends in this community are going to tolerate this kind of thing. They have confidence in white gentlemen of the type and calibre of Dr. Hon. George Ainslie, Mayor of the City of Richmond, His Honor D. C. Richardson, Judge of the Hustings Court, the jurists upon the bench of the Supreme Court of this State, but how long are they to be afflicted with politicians, who would throw discretion to the winds and stir up a racial antipathy in our midst, when there is no cause for it? [248, 1545, 454, 1767]
paragraph: When I left there, I was enroute to the station and I took the 12:01 train for Richmond, reaching here at 3:40. A few moments later I was in my home and after dinner reached the Planet office feeling much improved by the lightning trip to a northern clime. [467, 485, 673, 587]
paragraph: Justice John J. Crutchfield has had a hard time of it. Why they should have afflicted this city in general and the colored people in particular with such a substitute as his successor seems to be a mystery to us. And he is sworn to recognize the civil and political equality of all men before the law too. [8, 1134, 234, 1237]
divider [53, 931, 189, 933]
paragraph: his colleagues agreed with him. Editor Smitherman is chuckling over the free advertising he has obtained as a result of the incident and his journal will be in great demand among the colored folks who are now anxious to understand the cause of all the trouble. [248, 30, 454, 132]
article-body [1127, 1115, 1333, 1325]
paragraph: On Jan. 22, 1915, at the residence of Mr. L. E. Atkinson, 721 N. 1st St., Richmond, Va., the following clerks: E. H. Wood, J. D. Booker, E. D. Eaton, Benj. F. Johnson, G. M. Walke, R. L. Edwards, P. F. Hayley, J. R. Rob- [907, 2210, 1113, 2298]
